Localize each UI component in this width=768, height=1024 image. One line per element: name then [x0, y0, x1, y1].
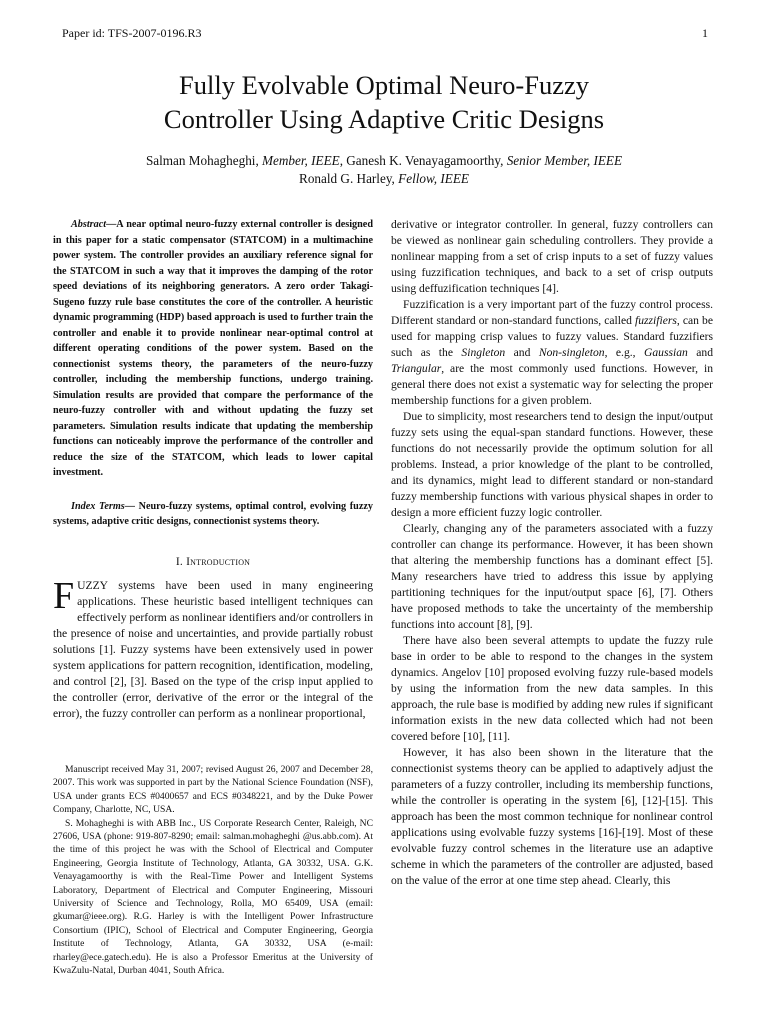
- section-heading-introduction: [53, 554, 373, 570]
- paper-id: Paper id: TFS-2007-0196.R3: [62, 26, 202, 40]
- paragraph-connectionist: However, it has also been shown in the literature that the connectionist systems theory can be applied to adaptively adjust the parameters of a fuzzy controller, including its membership functions, while the controller is operating in the system [6], [12]-[15]. This approach has been the most common technique for nonlinear control applications using evolvable fuzzy systems [16]-[19]. Most of these evolvable fuzzy control schemes in the literature use an adaptive scheme in which the parameters of the controller are adjusted, based on the value of the error at one time step ahead. Clearly, this: [391, 746, 713, 887]
- footnotes: [53, 763, 373, 978]
- abstract-lead: Abstract: [71, 219, 107, 230]
- intro-text: UZZY systems have been used in many engineering applications. These heuristic based intelligent techniques can effectively perform as nonlinear identifiers and/or controllers in the presence of noise and uncertainties, and provide partially robust solutions [1]. Fuzzy systems have been extensively used in power system applications for pattern recognition, identification, modeling, and control [2], [3]. Based on the type of the crisp input applied to the controller (error, derivative of the error or the integral of the error), the fuzzy controller can perform as a nonlinear proportional,: [53, 578, 373, 720]
- index-terms: [53, 499, 373, 530]
- p1-text-e: and: [687, 346, 713, 359]
- title-line-1: Fully Evolvable Optimal Neuro-Fuzzy: [179, 70, 589, 100]
- section-title: Introduction: [186, 554, 251, 568]
- footnote-manuscript: Manuscript received May 31, 2007; revised August 26, 2007 and December 28, 2007. This work was supported in part by the National Science Foundation (NSF), USA under grants ECS #0400657 and ECS #0348221, and by the Duke Power Company, Charlotte, NC, USA.: [53, 764, 373, 816]
- section-numeral: I.: [175, 554, 187, 568]
- term-gaussian: Gaussian: [644, 346, 688, 359]
- index-terms-lead: Index Terms: [71, 500, 125, 512]
- intro-paragraph: [53, 574, 373, 722]
- p1-text-f: , are the most commonly used functions. However, in general there does not exist a systematic way for selecting the proper membership functions for a given problem.: [391, 362, 713, 407]
- paragraph-continued: derivative or integrator controller. In general, fuzzy controllers can be viewed as nonlinear gain scheduling controllers. They provide a nonlinear mapping from a set of crisp inputs to a set of fuzzy values using fuzzification techniques, and back to a set of crisp outputs using deffuzification techniques [4].: [391, 218, 713, 295]
- title-line-2: Controller Using Adaptive Critic Designs: [163, 104, 605, 134]
- term-singleton: Singleton: [461, 346, 506, 359]
- term-non-singleton: Non-singleton: [538, 346, 605, 359]
- paper-title: [40, 68, 728, 136]
- term-fuzzifiers: fuzzifiers: [635, 314, 677, 327]
- paragraph-fuzzification: [391, 297, 713, 409]
- author-3-name: Ronald G. Harley,: [299, 171, 399, 186]
- page-number: 1: [702, 26, 708, 40]
- abstract: [53, 217, 373, 481]
- author-line-2: [40, 170, 728, 188]
- term-triangular: Triangular: [391, 362, 442, 375]
- author-2-role: Senior Member, IEEE: [506, 153, 623, 168]
- right-column: [391, 217, 713, 889]
- paragraph-simplicity: Due to simplicity, most researchers tend to design the input/output fuzzy sets using the equal-span standard functions. However, these functions do not necessarily provide the optimum solution for all problems. Instead, a prior knowledge of the plant to be controlled, and its dynamics, might lead to different standard or non-standard fuzzy membership functions with various physical shapes in order to design a more efficient fuzzy logic controller.: [391, 410, 713, 519]
- abstract-text: —A near optimal neuro-fuzzy external controller is designed in this paper for a static compensator (STATCOM) in a multimachine power system. The controller provides an auxiliary reference signal for the STATCOM in such a way that it improves the damping of the rotor speed deviations of its neighboring generators. A zero order Takagi-Sugeno fuzzy rule base constitutes the core of the controller. A heuristic dynamic programming (HDP) based approach is used to further train the controller and enable it to provide nonlinear near-optimal control at different operating conditions of the power system. Based on the connectionist systems theory, the parameters of the neuro-fuzzy controller, including the membership functions, undergo training. Simulation results are provided that compare the performance of the neuro-fuzzy controller with and without updating the fuzzy set parameters. Simulation results indicate that updating the membership functions can noticeably improve the performance of the controller and reduce the size of the STATCOM, which leads to lower capital investment.: [53, 219, 373, 478]
- footnote-affiliations: S. Mohagheghi is with ABB Inc., US Corporate Research Center, Raleigh, NC 27606, USA (phone: 919-807-8290; email: salman.mohagheghi @us.abb.com). At the time of this project he was with the School of Electrical and Computer Engineering, Georgia Institute of Technology, Atlanta, GA 30332, USA. G.K. Venayagamoorthy is with the Real-Time Power and Intelligent Systems Laboratory, Department of Electrical and Computer Engineering, Missouri University of Science and Technology, Rolla, MO 65409, USA (email: gkumar@ieee.org). R.G. Harley is with the Intelligent Power Infrastructure Consortium (IPIC), School of Electrical and Computer Engineering, Georgia Institute of Technology, Atlanta, GA 30332, USA (e-mail: rharley@ece.gatech.edu). He is also a Professor Emeritus at the University of KwaZulu-Natal, Durban 4041, South Africa.: [53, 817, 373, 977]
- author-line-1: [40, 152, 728, 170]
- author-1-name: Salman Mohagheghi,: [145, 153, 263, 168]
- author-list: [40, 152, 728, 188]
- author-3-role: Fellow, IEEE: [398, 171, 469, 186]
- index-terms-text: — Neuro-fuzzy systems, optimal control, evolving fuzzy systems, adaptive critic designs, connectionist systems theory.: [53, 500, 373, 527]
- author-1-role: Member, IEEE: [262, 153, 340, 168]
- left-column: [53, 217, 373, 722]
- p1-text-d: , e.g.,: [604, 346, 644, 359]
- paragraph-parameters: Clearly, changing any of the parameters associated with a fuzzy controller can change its performance. However, it has been shown that altering the membership functions has a dominant effect [5]. Many researchers have tried to address this issue by applying partitioning techniques for the input/output space [6], [7]. Others have proposed methods to take the uncertainty of the membership functions into account [8], [9].: [391, 522, 713, 631]
- author-2-name: , Ganesh K. Venayagamoorthy,: [339, 153, 507, 168]
- paragraph-rule-base: There have also been several attempts to update the fuzzy rule base in order to be able to respond to the changes in the system dynamics. Angelov [10] proposed evolving fuzzy rule-based models by using the information from the new data samples. In this approach, the rule base is modified by adding new rules if significant information exists in the new data collected which had not been covered before [10], [11].: [391, 634, 713, 743]
- p1-text-c: and: [505, 346, 539, 359]
- p1-text-b: , can be used for mapping crisp values to fuzzy values. Standard fuzzifiers such as the: [391, 314, 714, 359]
- drop-cap: F: [53, 574, 75, 617]
- p1-text-a: Fuzzification is a very important part of the fuzzy control process. Different standard or non-standard functions, called: [391, 298, 713, 327]
